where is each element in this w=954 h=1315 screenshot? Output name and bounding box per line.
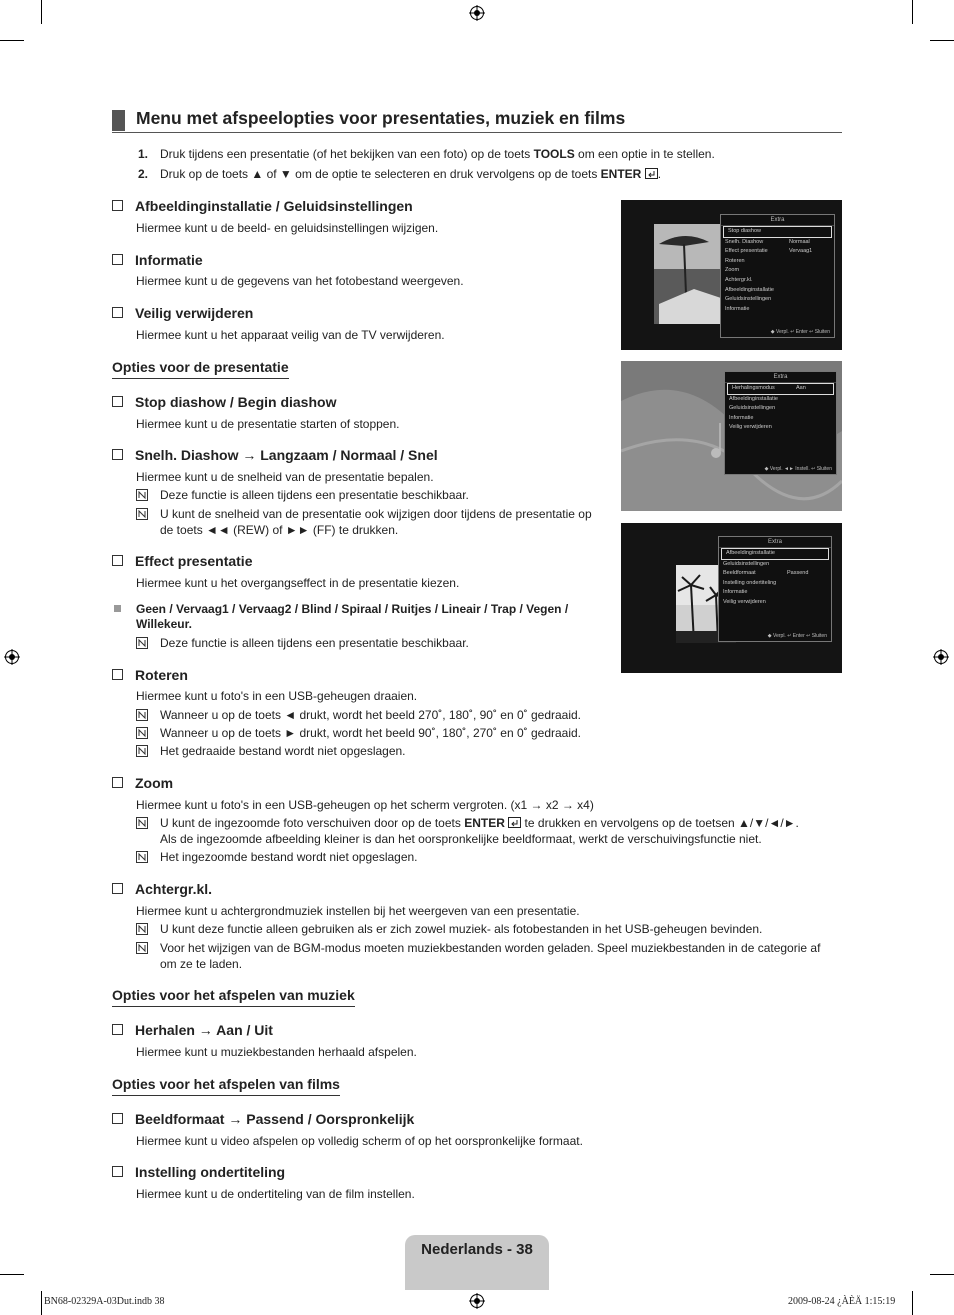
menu-footer: ◆ Verpl. ↵ Enter ↩ Sluiten — [767, 633, 827, 639]
menu-item-informatie[interactable] — [719, 588, 831, 598]
note-text: om ze te laden. — [160, 957, 243, 971]
menu-item-label: Informatie — [723, 589, 748, 596]
note-icon — [136, 489, 148, 501]
section-title-text: Zoom — [135, 775, 174, 791]
menu-item-snelh-diashow[interactable] — [721, 238, 834, 248]
section-herhalen-title — [112, 1022, 273, 1038]
checkbox-icon — [112, 449, 123, 460]
checkbox-icon — [112, 1113, 123, 1124]
menu-item-label: Veilig verwijderen — [729, 424, 772, 431]
extra-menu — [720, 214, 835, 338]
section-afbeelding-desc: Hiermee kunt u de beeld- en geluidsinstellingen wijzigen. — [136, 221, 439, 235]
section-achtergr-title — [112, 881, 212, 897]
screenshot-music-menu — [621, 361, 842, 511]
crop-mark — [912, 0, 913, 24]
section-title-text: Beeldformaat → Passend / Oorspronkelijk — [135, 1111, 415, 1127]
menu-item-afbeeldinginstallatie[interactable] — [725, 395, 836, 405]
effect-options-line: Willekeur. — [136, 617, 192, 631]
page-number-label: Nederlands - 38 — [421, 1241, 533, 1258]
menu-item-label: Herhalingsmodus — [732, 385, 775, 391]
section-ondertiteling-title — [112, 1164, 285, 1180]
enter-icon — [508, 817, 521, 828]
subheading-muziek: Opties voor het afspelen van muziek — [112, 987, 355, 1007]
menu-item-ondertiteling[interactable] — [719, 579, 831, 589]
crop-mark — [0, 1274, 24, 1275]
menu-item-value: Aan — [796, 385, 806, 391]
crop-mark — [41, 0, 42, 24]
section-effect-title — [112, 553, 252, 569]
menu-header: Extra — [721, 215, 834, 226]
note-text-pre: U kunt de ingezoomde foto verschuiven door op de toets — [160, 816, 465, 830]
menu-item-label: Informatie — [725, 305, 750, 312]
menu-item-geluidsinstellingen[interactable] — [725, 404, 836, 414]
menu-item-effect-presentatie[interactable] — [721, 247, 834, 257]
step-text — [160, 147, 715, 161]
menu-item-label: Zoom — [725, 267, 740, 274]
step-number: 2. — [138, 167, 149, 181]
page-title: Menu met afspeelopties voor presentaties, muziek en films — [136, 108, 626, 128]
note-icon — [136, 923, 148, 935]
menu-item-label: Geluidsinstellingen — [729, 405, 776, 412]
note-icon — [136, 508, 148, 520]
note-text: Als de ingezoomde afbeelding kleiner is dan het oorspronkelijke beeldformaat, werkt de verschuivingsfunctie niet. — [160, 832, 762, 846]
checkbox-icon — [112, 883, 123, 894]
note — [136, 744, 736, 760]
step-text-post: . — [657, 167, 662, 181]
section-stop-title — [112, 394, 336, 410]
registration-mark-icon — [4, 649, 20, 665]
title-marker — [112, 110, 125, 131]
step-text-key: TOOLS — [533, 147, 575, 161]
page-title-bar — [112, 108, 842, 133]
menu-item-value: Vervaag1 — [789, 248, 813, 255]
section-informatie-desc: Hiermee kunt u de gegevens van het fotobestand weergeven. — [136, 274, 464, 288]
extra-menu — [718, 536, 832, 642]
menu-item-veilig-verwijderen[interactable] — [725, 423, 836, 433]
section-achtergr-desc: Hiermee kunt u achtergrondmuziek instellen bij het weergeven van een presentatie. — [136, 904, 580, 918]
note — [136, 922, 836, 938]
checkbox-icon — [112, 777, 123, 788]
menu-item-label: Effect presentatie — [725, 248, 768, 255]
note — [136, 636, 606, 652]
step-text-pre: Druk tijdens een presentatie (of het bekijken van een foto) op de toets — [160, 147, 534, 161]
crop-mark — [41, 1291, 42, 1315]
menu-item-informatie[interactable] — [725, 414, 836, 424]
note-text: Wanneer u op de toets ◄ drukt, wordt het beeld 270˚, 180˚, 90˚ en 0˚ gedraaid. — [160, 708, 582, 722]
section-zoom-desc: Hiermee kunt u foto's in een USB-geheugen op het scherm vergroten. (x1 → x2 → x4) — [136, 798, 594, 812]
note-text — [160, 816, 799, 830]
menu-item-afbeeldinginstallatie[interactable] — [721, 286, 834, 296]
section-title-text: Veilig verwijderen — [135, 305, 254, 321]
section-snelh-desc: Hiermee kunt u de snelheid van de presentatie bepalen. — [136, 470, 434, 484]
menu-item-achtergr[interactable] — [721, 276, 834, 286]
menu-item-label: Afbeeldinginstallatie — [726, 550, 775, 556]
note-icon — [136, 851, 148, 863]
section-title-text: Roteren — [135, 667, 188, 683]
section-veilig-title — [112, 305, 253, 321]
menu-item-label: Veilig verwijderen — [723, 598, 766, 605]
section-title-text: Effect presentatie — [135, 553, 253, 569]
note-text: Wanneer u op de toets ► drukt, wordt het beeld 90˚, 180˚, 270˚ en 0˚ gedraaid. — [160, 726, 582, 740]
step-text-key: ENTER — [600, 167, 642, 181]
section-veilig-desc: Hiermee kunt u het apparaat veilig van de TV verwijderen. — [136, 328, 445, 342]
section-effect-desc: Hiermee kunt u het overgangseffect in de presentatie kiezen. — [136, 576, 460, 590]
note-icon — [136, 817, 148, 829]
step-text-post: om een optie in te stellen. — [574, 147, 715, 161]
crop-mark — [930, 1274, 954, 1275]
checkbox-icon — [112, 200, 123, 211]
checkbox-icon — [112, 1166, 123, 1177]
section-ondertiteling-desc: Hiermee kunt u de ondertiteling van de film instellen. — [136, 1187, 415, 1201]
step-text-pre: Druk op de toets ▲ of ▼ om de optie te selecteren en druk vervolgens op de toets — [160, 167, 601, 181]
bullet-square — [114, 605, 121, 612]
section-snelh-title — [112, 447, 438, 463]
section-title-text: Afbeeldinginstallatie / Geluidsinstellingen — [135, 198, 413, 214]
menu-item-afbeeldinginstallatie[interactable] — [721, 548, 829, 560]
menu-item-geluidsinstellingen[interactable] — [719, 560, 831, 570]
checkbox-icon — [112, 1024, 123, 1035]
note-text: U kunt deze functie alleen gebruiken als er zich zowel muziek- als fotobestanden in het USB-geheugen bevinden. — [160, 922, 763, 936]
crop-mark — [912, 1291, 913, 1315]
note-icon — [136, 709, 148, 721]
section-beeldformaat-desc: Hiermee kunt u video afspelen op volledig scherm of op het oorspronkelijke formaat. — [136, 1134, 583, 1148]
menu-item-value: Normaal — [789, 238, 810, 245]
registration-mark-icon — [469, 5, 485, 21]
note-text: Het gedraaide bestand wordt niet opgeslagen. — [160, 744, 406, 758]
section-afbeelding-title — [112, 198, 413, 214]
menu-item-label: Stop diashow — [728, 228, 762, 234]
note-text: Voor het wijzigen van de BGM-modus moeten muziekbestanden worden geladen. Speel muziekbestanden in de categorie af — [160, 941, 821, 955]
subheading-presentatie: Opties voor de presentatie — [112, 359, 289, 379]
menu-item-zoom[interactable] — [721, 266, 834, 276]
menu-item-label: Roteren — [725, 257, 745, 264]
note — [136, 850, 736, 866]
menu-item-label: Informatie — [729, 414, 754, 421]
beach-photo-icon — [654, 224, 724, 324]
note — [136, 726, 736, 742]
menu-item-label: Beeldformaat — [723, 570, 756, 577]
step-text — [160, 167, 661, 181]
section-beeldformaat-title — [112, 1111, 414, 1127]
section-roteren-title — [112, 667, 188, 683]
section-zoom-title — [112, 775, 173, 791]
note-icon — [136, 942, 148, 954]
menu-item-label: Afbeeldinginstallatie — [729, 395, 778, 402]
section-title-text: Informatie — [135, 252, 203, 268]
menu-item-label: Snelh. Diashow — [725, 238, 764, 245]
enter-icon — [645, 168, 658, 179]
section-stop-desc: Hiermee kunt u de presentatie starten of stoppen. — [136, 417, 400, 431]
effect-options — [136, 602, 568, 631]
section-informatie-title — [112, 252, 203, 268]
note-text-post: te drukken en vervolgens op de toetsen ▲/▼/◄/►. — [521, 816, 799, 830]
menu-item-geluidsinstellingen[interactable] — [721, 295, 834, 305]
menu-footer: ◆ Verpl. ↵ Enter ↩ Sluiten — [770, 329, 830, 335]
note-text-key: ENTER — [464, 816, 505, 830]
crop-mark — [0, 40, 24, 41]
screenshot-photo-menu — [621, 200, 842, 350]
section-roteren-desc: Hiermee kunt u foto's in een USB-geheugen draaien. — [136, 689, 418, 703]
note-text: Deze functie is alleen tijdens een presentatie beschikbaar. — [160, 488, 469, 502]
checkbox-icon — [112, 254, 123, 265]
extra-menu — [724, 371, 837, 475]
note — [136, 488, 606, 504]
menu-item-label: Achtergr.kl. — [725, 276, 753, 283]
section-title-text: Instelling ondertiteling — [135, 1164, 286, 1180]
registration-mark-icon — [469, 1293, 485, 1309]
note-icon — [136, 727, 148, 739]
section-title-text: Herhalen → Aan / Uit — [135, 1022, 273, 1038]
note — [136, 816, 836, 848]
note — [136, 941, 836, 973]
print-date: 2009-08-24 ¿ÀÈÄ 1:15:19 — [788, 1296, 896, 1307]
screenshot-movie-menu — [621, 523, 842, 673]
note-text: Het ingezoomde bestand wordt niet opgeslagen. — [160, 850, 418, 864]
menu-item-stop-diashow[interactable] — [723, 226, 832, 238]
section-herhalen-desc: Hiermee kunt u muziekbestanden herhaald afspelen. — [136, 1045, 417, 1059]
subheading-films: Opties voor het afspelen van films — [112, 1076, 340, 1096]
crop-mark — [930, 40, 954, 41]
menu-item-label: Afbeeldinginstallatie — [725, 286, 774, 293]
note-text: Deze functie is alleen tijdens een presentatie beschikbaar. — [160, 636, 469, 650]
menu-item-label: Geluidsinstellingen — [725, 296, 772, 303]
section-title-text: Stop diashow / Begin diashow — [135, 394, 337, 410]
menu-item-roteren[interactable] — [721, 257, 834, 267]
checkbox-icon — [112, 669, 123, 680]
menu-header: Extra — [725, 372, 836, 383]
menu-item-veilig-verwijderen[interactable] — [719, 598, 831, 608]
step-number: 1. — [138, 147, 149, 161]
checkbox-icon — [112, 555, 123, 566]
menu-item-informatie[interactable] — [721, 305, 834, 315]
menu-item-herhalingsmodus[interactable] — [727, 383, 834, 395]
section-title-text: Snelh. Diashow → Langzaam / Normaal / Snel — [135, 447, 438, 463]
note — [136, 708, 736, 724]
menu-item-label: Geluidsinstellingen — [723, 560, 770, 567]
checkbox-icon — [112, 396, 123, 407]
note-icon — [136, 637, 148, 649]
note-icon — [136, 745, 148, 757]
note-text: U kunt de snelheid van de presentatie ook wijzigen door tijdens de presentatie op — [160, 507, 592, 521]
page-number-tab — [405, 1235, 549, 1290]
effect-options-line: Geen / Vervaag1 / Vervaag2 / Blind / Spiraal / Ruitjes / Lineair / Trap / Vegen / — [136, 602, 569, 616]
menu-item-label: Instelling ondertiteling — [723, 579, 777, 586]
checkbox-icon — [112, 307, 123, 318]
registration-mark-icon — [933, 649, 949, 665]
menu-footer: ◆ Verpl. ◄► Instell. ↩ Sluiten — [764, 466, 832, 472]
note — [136, 507, 606, 539]
section-title-text: Achtergr.kl. — [135, 881, 213, 897]
note-text: de toets ◄◄ (REW) of ►► (FF) te drukken. — [160, 523, 399, 537]
menu-item-value: Passend — [787, 570, 809, 577]
menu-header: Extra — [719, 537, 831, 548]
menu-item-beeldformaat[interactable] — [719, 569, 831, 579]
file-name: BN68-02329A-03Dut.indb 38 — [44, 1296, 165, 1307]
